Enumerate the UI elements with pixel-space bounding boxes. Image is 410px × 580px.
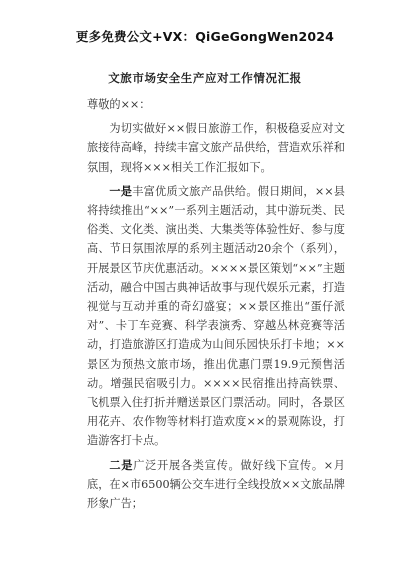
section-lead-1: 一是 [109,184,133,198]
salutation: 尊敬的××： [87,98,151,111]
document-body [87,95,345,513]
intro-paragraph: 为切实做好××假日旅游工作，积极稳妥应对文旅接待高峰，持续丰富文旅产品供给，营造欢乐祥和氛围，现将×××相关工作汇报如下。 [87,122,345,174]
section-paragraph-1 [87,182,345,451]
section-paragraph-2 [87,456,345,514]
section-lead-2: 二是 [109,458,134,472]
promo-header: 更多免费公文+VX：QiGeGongWen2024 [75,29,335,44]
section-text-1: 丰富优质文旅产品供给。假日期间，××县将持续推出“××”一系列主题活动，其中游玩类、民俗类、文化类、演出类、大集类等体验性好、参与度高、节日氛围浓厚的系列主题活动20余个（系列），开展景区节庆优惠活动。××××景区策划“××”主题活动，融合中国古典神话故事与现代娱乐元素，打造视觉与互动并重的奇幻盛宴；××景区推出“蛋仔派对”、卡丁车竞赛、科学表演秀、穿越丛林竞赛等活动，打造旅游区打造成为山间乐园快乐打卡地；××景区为预热文旅市场，推出优惠门票19.9元预售活动。增强民宿吸引力。××××民宿推出持高铁票、飞机票入住打折并赠送景区门票活动。同时，各景区用花卉、农作物等材料打造欢度××的景观陈设，打造游客打卡点。 [87,184,345,448]
document-title: 文旅市场安全生产应对工作情况汇报 [108,71,302,85]
section-text-2: 广泛开展各类宣传。做好线下宣传。×月底，在×市6500辆公交车进行全线投放××文旅品牌形象广告； [87,458,345,511]
